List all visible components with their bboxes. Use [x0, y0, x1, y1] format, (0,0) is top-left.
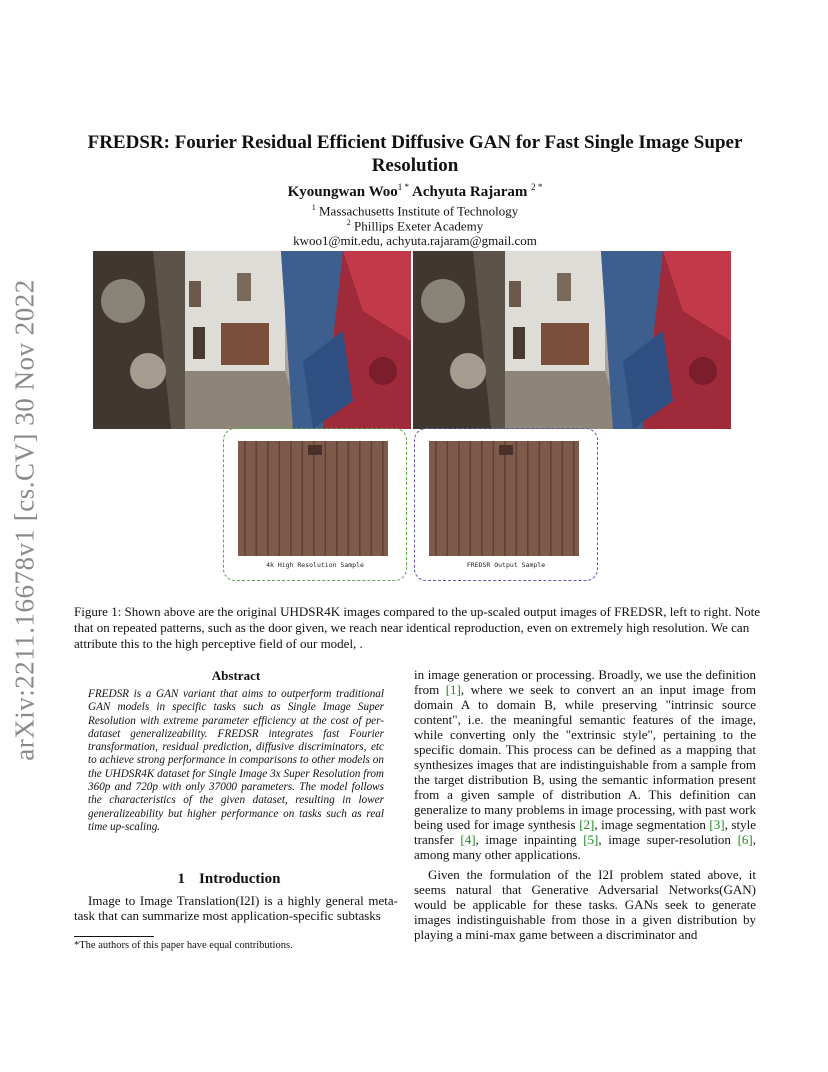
- affiliation: $^2$ Phillips Exeter Academy: [346, 218, 484, 234]
- output-crop-panel: [414, 428, 598, 581]
- citation-link[interactable]: [2]: [579, 817, 595, 832]
- citation-link[interactable]: [6]: [737, 832, 753, 847]
- footnote: *The authors of this paper have equal contributions.: [74, 940, 293, 951]
- citation-link[interactable]: [1]: [445, 682, 461, 697]
- footnote-rule: [74, 936, 154, 937]
- paragraph: in image generation or processing. Broadly, we use the definition from [1], where we seek to convert an an input image from domain A to domain B, while preserving "intrinsic source content", i.e. the meaningful semantic features of the image, while converting only the "extrinsic style", pertaining to the specific domain. This process can be defined as a mapping that synthesizes images that are indistinguishable from a sample from the target distribution B, using the semantic information present from a given sample of distribution A. This definition can generalize to many problems in image processing, with past work being used for image synthesis [2], image segmentation [3], style transfer [4], image inpainting [5], image super-resolution [6], among many other applications.: [414, 667, 757, 862]
- crop-label: 4k High Resolution Sample: [266, 561, 364, 569]
- right-column-text: [414, 667, 756, 947]
- citation-link[interactable]: [3]: [709, 817, 725, 832]
- paragraph: Given the formulation of the I2I problem stated above, it seems natural that Generative Adversarial Networks(GAN) would be applicable for these tasks. GANs seek to generate images indistinguishable from those in a given distribution by playing a mini-max game between a discriminator and: [414, 867, 756, 942]
- door-crop-image: [429, 441, 579, 556]
- intro-paragraph: Image to Image Translation(I2I) is a highly general meta-task that can summarize most application-specific subtasks: [74, 893, 398, 923]
- author-name: Kyoungwan Woo: [287, 184, 398, 200]
- original-street-photo: [93, 251, 411, 429]
- author-emails: kwoo1@mit.edu, achyuta.rajaram@gmail.com: [293, 233, 537, 248]
- citation-link[interactable]: [4]: [460, 832, 476, 847]
- section-heading: 1 Introduction: [177, 871, 281, 887]
- figure-caption: Figure 1: Shown above are the original UHDSR4K images compared to the up-scaled output images of FREDSR, left to right. Note that on repeated patterns, such as the door given, we reach near identical reproduction, even on extremely high resolution. We can attribute this to the high perceptive field of our model, .: [74, 604, 760, 651]
- author-line: [60, 182, 770, 201]
- door-crop-image: [238, 441, 388, 556]
- abstract-heading: Abstract: [211, 668, 261, 683]
- paper-title: FREDSR: Fourier Residual Efficient Diffusive GAN for Fast Single Image Super Resolution: [87, 132, 743, 176]
- affiliation: $^1$ Massachusetts Institute of Technology: [311, 203, 519, 219]
- author-mark: 1 *: [397, 182, 410, 192]
- high-res-crop-panel: [223, 428, 407, 581]
- author-mark: 2 *: [531, 182, 543, 192]
- author-name: Achyuta Rajaram: [411, 184, 528, 200]
- abstract-text: FREDSR is a GAN variant that aims to outperform traditional GAN models in specific tasks such as Single Image Super Resolution with extreme parameter efficiency at the cost of per-dataset generalizeability. FREDSR integrates fast Fourier transformation, residual prediction, diffusive discriminators, etc to achieve strong performance in comparisons to other models on the UHDSR4K dataset for Single Image 3x Super Resolution from 360p and 720p with only 37000 parameters. The model follows the characteristics of the given dataset, resulting in lower generalizeability but higher performance on tasks such as real time up-scaling.: [88, 688, 384, 833]
- citation-link[interactable]: [5]: [583, 832, 599, 847]
- crop-label: FREDSR Output Sample: [466, 561, 546, 569]
- upscaled-street-photo: [413, 251, 731, 429]
